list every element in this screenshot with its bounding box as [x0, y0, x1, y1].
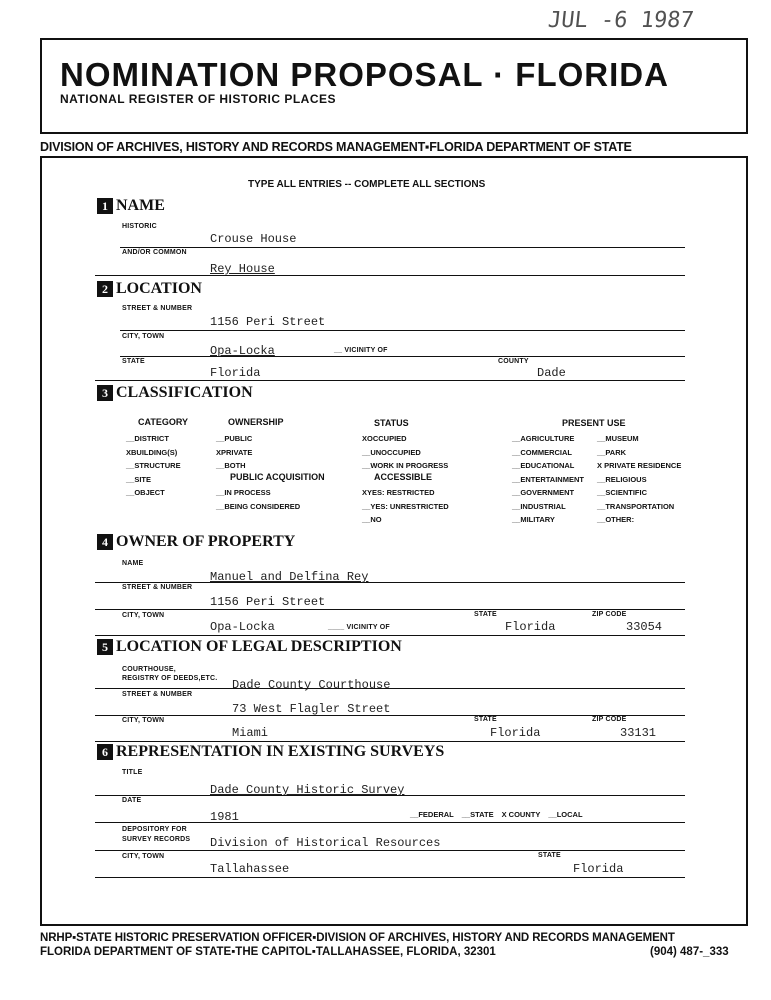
section-number: 3	[97, 385, 113, 401]
rule	[95, 795, 685, 796]
legal-street-field[interactable]: 73 West Flagler Street	[232, 702, 391, 716]
vicinity-blank: __	[334, 347, 345, 354]
acquisition-options	[216, 486, 300, 513]
street-label: STREET & NUMBER	[122, 305, 193, 312]
use-military[interactable]: __MILITARY	[512, 515, 555, 524]
courthouse-field[interactable]: Dade County Courthouse	[232, 678, 391, 692]
use-transportation[interactable]: __TRANSPORTATION	[597, 501, 675, 511]
category-options	[126, 432, 181, 500]
rule	[95, 582, 685, 583]
level-local[interactable]: __LOCAL	[548, 810, 583, 819]
owner-zip-label: ZIP CODE	[592, 611, 627, 618]
ownership-options	[216, 432, 252, 473]
survey-level-options	[410, 810, 583, 819]
status-occupied[interactable]: XOCCUPIED	[362, 434, 407, 443]
owner-city-field[interactable]: Opa-Locka	[210, 620, 275, 634]
accessible-restricted[interactable]: XYES: RESTRICTED	[362, 488, 435, 497]
depository-field[interactable]: Division of Historical Resources	[210, 836, 441, 850]
owner-city-label: CITY, TOWN	[122, 612, 165, 619]
legal-city-field[interactable]: Miami	[232, 726, 269, 740]
owner-name-label: NAME	[122, 560, 144, 567]
accessible-options	[362, 486, 449, 527]
owner-state-field[interactable]: Florida	[505, 620, 556, 634]
status-unoccupied[interactable]: __UNOCCUPIED	[362, 447, 421, 457]
vicinity-label	[334, 347, 388, 354]
legal-street-label: STREET & NUMBER	[122, 691, 193, 698]
ownership-header: OWNERSHIP	[228, 417, 284, 427]
section-title: CLASSIFICATION	[116, 384, 253, 401]
rule	[95, 822, 685, 823]
survey-state-field[interactable]: Florida	[573, 862, 624, 876]
acquisition-in-process[interactable]: __IN PROCESS	[216, 488, 271, 497]
section-number: 5	[97, 639, 113, 655]
footer-line-1: NRHP▪STATE HISTORIC PRESERVATION OFFICER▪DIVISION OF ARCHIVES, HISTORY AND RECORDS MANAGEMENT	[40, 932, 675, 944]
category-object[interactable]: __OBJECT	[126, 488, 165, 497]
common-name-field[interactable]: Rey House	[210, 262, 275, 276]
status-work-in-progress[interactable]: __WORK IN PROGRESS	[362, 461, 449, 470]
rule	[95, 877, 685, 878]
county-label: COUNTY	[498, 358, 529, 365]
section-location-heading	[97, 280, 202, 298]
section-surveys-heading	[97, 743, 444, 761]
footer-phone: (904) 487-_333	[650, 946, 729, 958]
county-field[interactable]: Dade	[537, 366, 566, 380]
vicinity-blank: ____	[328, 624, 347, 631]
historic-label: HISTORIC	[122, 223, 157, 230]
use-industrial[interactable]: __INDUSTRIAL	[512, 501, 566, 511]
acquisition-being-considered[interactable]: __BEING CONSIDERED	[216, 501, 301, 511]
public-acquisition-header: PUBLIC ACQUISITION	[230, 472, 325, 482]
present-use-header: PRESENT USE	[562, 418, 626, 428]
rule	[95, 275, 685, 276]
category-district[interactable]: __DISTRICT	[126, 434, 169, 443]
use-entertainment[interactable]: __ENTERTAINMENT	[512, 474, 584, 484]
present-use-right-options	[597, 432, 681, 527]
ownership-both[interactable]: __BOTH	[216, 461, 246, 470]
depository-label-line1: DEPOSITORY FOR	[122, 826, 187, 833]
date-stamp: JUL -6 1987	[546, 8, 696, 33]
level-state[interactable]: __STATE	[461, 810, 494, 819]
section-classification-heading	[97, 384, 253, 402]
depository-label	[122, 825, 190, 845]
present-use-left-options	[512, 432, 584, 527]
city-label: CITY, TOWN	[122, 333, 165, 340]
form-title: NOMINATION PROPOSAL · FLORIDA	[60, 56, 669, 93]
ownership-private[interactable]: XPRIVATE	[216, 447, 253, 457]
owner-vicinity-label	[328, 624, 390, 631]
survey-date-label: DATE	[122, 797, 142, 804]
header-box	[40, 38, 748, 134]
use-government[interactable]: __GOVERNMENT	[512, 488, 575, 497]
legal-state-label: STATE	[474, 716, 497, 723]
use-educational[interactable]: __EDUCATIONAL	[512, 461, 575, 470]
owner-name-field[interactable]: Manuel and Delfina Rey	[210, 570, 369, 584]
instructions: TYPE ALL ENTRIES -- COMPLETE ALL SECTIONS	[248, 179, 486, 190]
section-title: LOCATION	[116, 280, 202, 297]
level-federal[interactable]: __FEDERAL	[410, 810, 454, 819]
survey-title-field[interactable]: Dade County Historic Survey	[210, 783, 405, 797]
vicinity-text: VICINITY OF	[344, 347, 388, 354]
footer-line-2: FLORIDA DEPARTMENT OF STATE▪THE CAPITOL▪TALLAHASSEE, FLORIDA, 32301	[40, 946, 496, 958]
rule	[95, 741, 685, 742]
rule	[95, 635, 685, 636]
common-label: AND/OR COMMON	[122, 249, 187, 256]
historic-name-field[interactable]: Crouse House	[210, 232, 297, 246]
legal-zip-field[interactable]: 33131	[620, 726, 657, 740]
use-private-residence[interactable]: X PRIVATE RESIDENCE	[597, 461, 682, 470]
use-commercial[interactable]: __COMMERCIAL	[512, 447, 573, 457]
section-title: REPRESENTATION IN EXISTING SURVEYS	[116, 743, 445, 760]
rule	[95, 850, 685, 851]
survey-title-label: TITLE	[122, 769, 143, 776]
use-museum[interactable]: __MUSEUM	[597, 434, 639, 443]
courthouse-label-line2: REGISTRY OF DEEDS,ETC.	[122, 675, 218, 682]
courthouse-label	[122, 665, 217, 683]
depository-label-line2: SURVEY RECORDS	[122, 836, 191, 843]
division-line: DIVISION OF ARCHIVES, HISTORY AND RECORDS MANAGEMENT▪FLORIDA DEPARTMENT OF STATE	[40, 140, 632, 154]
section-owner-heading	[97, 533, 295, 551]
state-field[interactable]: Florida	[210, 366, 261, 380]
section-title: LOCATION OF LEGAL DESCRIPTION	[116, 638, 402, 655]
status-options	[362, 432, 448, 473]
use-park[interactable]: __PARK	[597, 447, 627, 457]
section-title: OWNER OF PROPERTY	[116, 533, 296, 550]
street-field[interactable]: 1156 Peri Street	[210, 315, 326, 329]
vicinity-text: VICINITY OF	[346, 624, 390, 631]
category-site[interactable]: __SITE	[126, 474, 152, 484]
legal-city-label: CITY, TOWN	[122, 717, 165, 724]
use-agriculture[interactable]: __AGRICULTURE	[512, 434, 575, 443]
section-number: 2	[97, 281, 113, 297]
section-name-heading	[97, 197, 165, 215]
use-scientific[interactable]: __SCIENTIFIC	[597, 488, 648, 497]
level-county[interactable]: X COUNTY	[501, 810, 541, 819]
survey-city-label: CITY, TOWN	[122, 853, 165, 860]
section-legal-description-heading	[97, 638, 402, 656]
rule	[120, 356, 685, 357]
form-subtitle: NATIONAL REGISTER OF HISTORIC PLACES	[60, 92, 337, 106]
survey-state-label: STATE	[538, 852, 561, 859]
section-title: NAME	[116, 197, 165, 214]
use-religious[interactable]: __RELIGIOUS	[597, 474, 647, 484]
owner-state-label: STATE	[474, 611, 497, 618]
rule	[120, 330, 685, 331]
rule	[95, 688, 685, 689]
section-number: 4	[97, 534, 113, 550]
use-other[interactable]: __OTHER:	[597, 515, 635, 524]
accessible-unrestricted[interactable]: __YES: UNRESTRICTED	[362, 501, 449, 511]
accessible-header: ACCESSIBLE	[374, 472, 433, 482]
owner-zip-field[interactable]: 33054	[626, 620, 663, 634]
legal-zip-label: ZIP CODE	[592, 716, 627, 723]
survey-date-field[interactable]: 1981	[210, 810, 239, 824]
ownership-public[interactable]: __PUBLIC	[216, 434, 253, 443]
rule	[120, 247, 685, 248]
category-structure[interactable]: __STRUCTURE	[126, 461, 181, 470]
section-number: 6	[97, 744, 113, 760]
status-header: STATUS	[374, 418, 409, 428]
owner-street-field[interactable]: 1156 Peri Street	[210, 595, 326, 609]
legal-state-field[interactable]: Florida	[490, 726, 541, 740]
category-header: CATEGORY	[138, 417, 189, 427]
survey-city-field[interactable]: Tallahassee	[210, 862, 290, 876]
section-number: 1	[97, 198, 113, 214]
courthouse-label-line1: COURTHOUSE,	[122, 666, 176, 673]
owner-street-label: STREET & NUMBER	[122, 584, 193, 591]
rule	[95, 609, 685, 610]
accessible-no[interactable]: __NO	[362, 515, 382, 524]
rule	[95, 380, 685, 381]
state-label: STATE	[122, 358, 145, 365]
city-field[interactable]: Opa-Locka	[210, 344, 275, 358]
category-buildings[interactable]: XBUILDING(S)	[126, 447, 178, 457]
